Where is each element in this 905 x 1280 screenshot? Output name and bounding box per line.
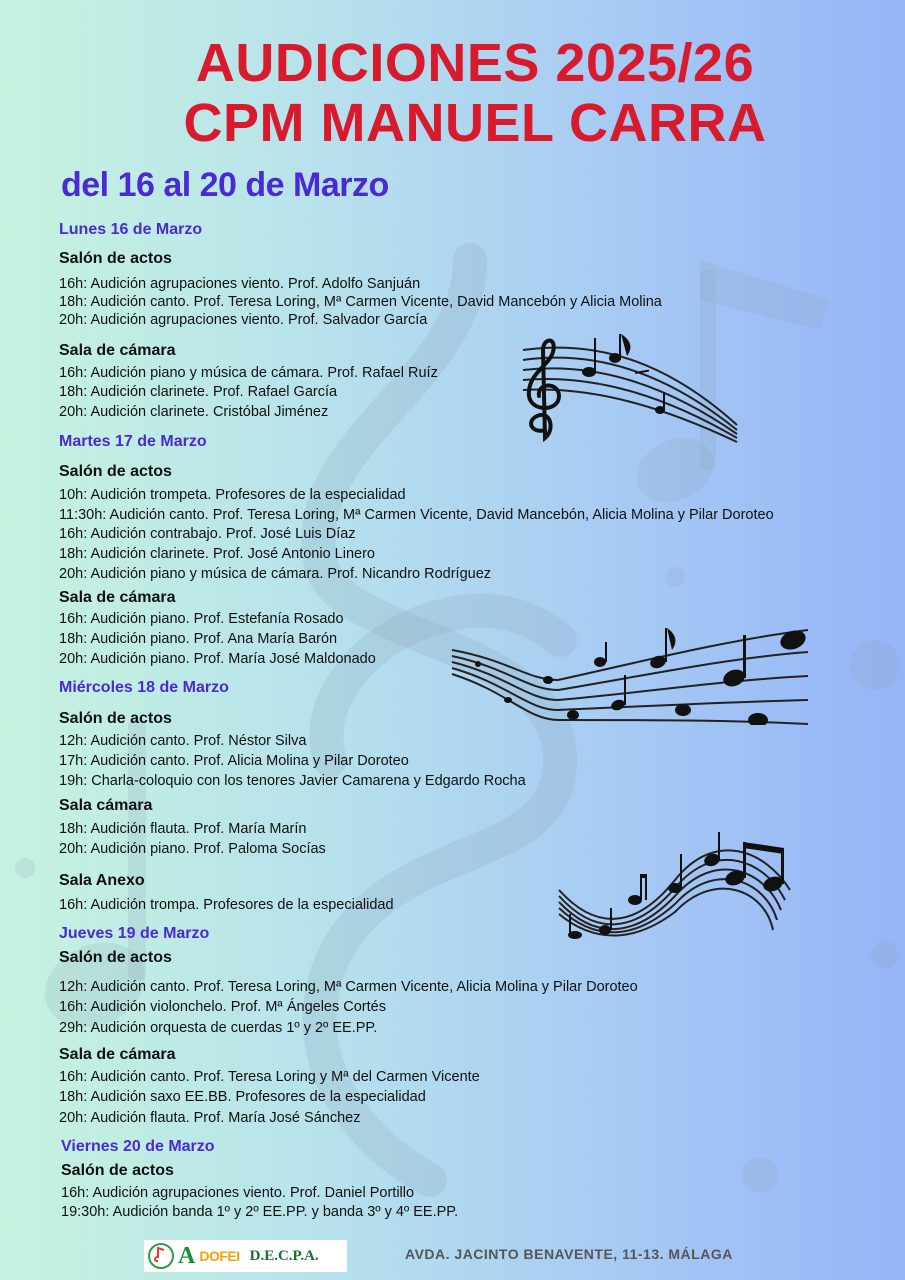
event-line: 19:30h: Audición banda 1º y 2º EE.PP. y banda 3º y 4º EE.PP. [61,1204,459,1220]
room-heading: Salón de actos [59,463,172,480]
event-line: 16h: Audición violonchelo. Prof. Mª Ángeles Cortés [59,999,386,1015]
event-line: 18h: Audición clarinete. Prof. Rafael García [59,384,338,400]
event-line: 16h: Audición piano. Prof. Estefanía Rosado [59,611,344,627]
decpa-logo: D.E.C.P.A. [249,1247,319,1264]
event-line: 20h: Audición piano y música de cámara. Prof. Nicandro Rodríguez [59,566,492,582]
event-line: 16h: Audición contrabajo. Prof. José Luis Díaz [59,526,356,542]
event-line: 20h: Audición clarinete. Cristóbal Jiménez [59,404,329,420]
address: AVDA. JACINTO BENAVENTE, 11-13. MÁLAGA [405,1246,733,1262]
page-title: AUDICIONES 2025/26 [195,33,755,93]
event-line: 18h: Audición piano. Prof. Ana María Barón [59,631,338,647]
room-heading: Salón de actos [59,250,172,267]
event-line: 18h: Audición saxo EE.BB. Profesores de la especialidad [59,1089,426,1105]
event-line: 18h: Audición flauta. Prof. María Marín [59,821,307,837]
room-heading: Salón de actos [59,710,172,727]
event-line: 18h: Audición canto. Prof. Teresa Loring, Mª Carmen Vicente, David Mancebón y Alicia Molina [59,294,662,310]
room-heading: Salón de actos [61,1162,174,1179]
room-heading: Sala de cámara [59,589,176,606]
day-heading: Lunes 16 de Marzo [59,221,203,238]
event-line: 16h: Audición canto. Prof. Teresa Loring y Mª del Carmen Vicente [59,1069,480,1085]
event-line: 16h: Audición agrupaciones viento. Prof. Adolfo Sanjuán [59,276,421,292]
event-line: 19h: Charla-coloquio con los tenores Javier Camarena y Edgardo Rocha [59,773,526,789]
page-subtitle: CPM MANUEL CARRA [183,93,767,153]
event-line: 18h: Audición clarinete. Prof. José Antonio Linero [59,546,375,562]
music-note-logo-icon [148,1243,174,1269]
day-heading: Jueves 19 de Marzo [59,925,210,942]
music-staff-icon [448,620,810,725]
sponsor-logos [144,1240,347,1272]
event-line: 16h: Audición trompa. Profesores de la especialidad [59,897,394,913]
event-line: 12h: Audición canto. Prof. Néstor Silva [59,733,307,749]
day-heading: Martes 17 de Marzo [59,433,207,450]
date-range: del 16 al 20 de Marzo [61,166,389,204]
event-line: 20h: Audición flauta. Prof. María José Sánchez [59,1110,361,1126]
room-heading: Sala cámara [59,797,153,814]
event-line: 16h: Audición piano y música de cámara. Prof. Rafael Ruíz [59,365,438,381]
event-line: 10h: Audición trompeta. Profesores de la especialidad [59,487,406,503]
room-heading: Sala Anexo [59,872,145,889]
event-line: 17h: Audición canto. Prof. Alicia Molina y Pilar Doroteo [59,753,409,769]
day-heading: Viernes 20 de Marzo [61,1138,215,1155]
event-line: 20h: Audición piano. Prof. Paloma Socías [59,841,326,857]
room-heading: Salón de actos [59,949,172,966]
event-line: 20h: Audición piano. Prof. María José Maldonado [59,651,376,667]
event-line: 29h: Audición orquesta de cuerdas 1º y 2º EE.PP. [59,1020,378,1036]
room-heading: Sala de cámara [59,1046,176,1063]
event-line: 20h: Audición agrupaciones viento. Prof. Salvador García [59,312,428,328]
junta-andalucia-logo: A [178,1242,196,1269]
event-line: 11:30h: Audición canto. Prof. Teresa Loring, Mª Carmen Vicente, David Mancebón, Alicia Molina y Pilar Doroteo [59,507,774,523]
music-staff-icon [515,330,745,445]
music-staff-icon [555,830,800,940]
event-line: 16h: Audición agrupaciones viento. Prof. Daniel Portillo [61,1185,415,1201]
dofei-logo: DOFEI [199,1248,240,1264]
day-heading: Miércoles 18 de Marzo [59,679,229,696]
event-line: 12h: Audición canto. Prof. Teresa Loring, Mª Carmen Vicente, Alicia Molina y Pilar Doroteo [59,979,638,995]
room-heading: Sala de cámara [59,342,176,359]
